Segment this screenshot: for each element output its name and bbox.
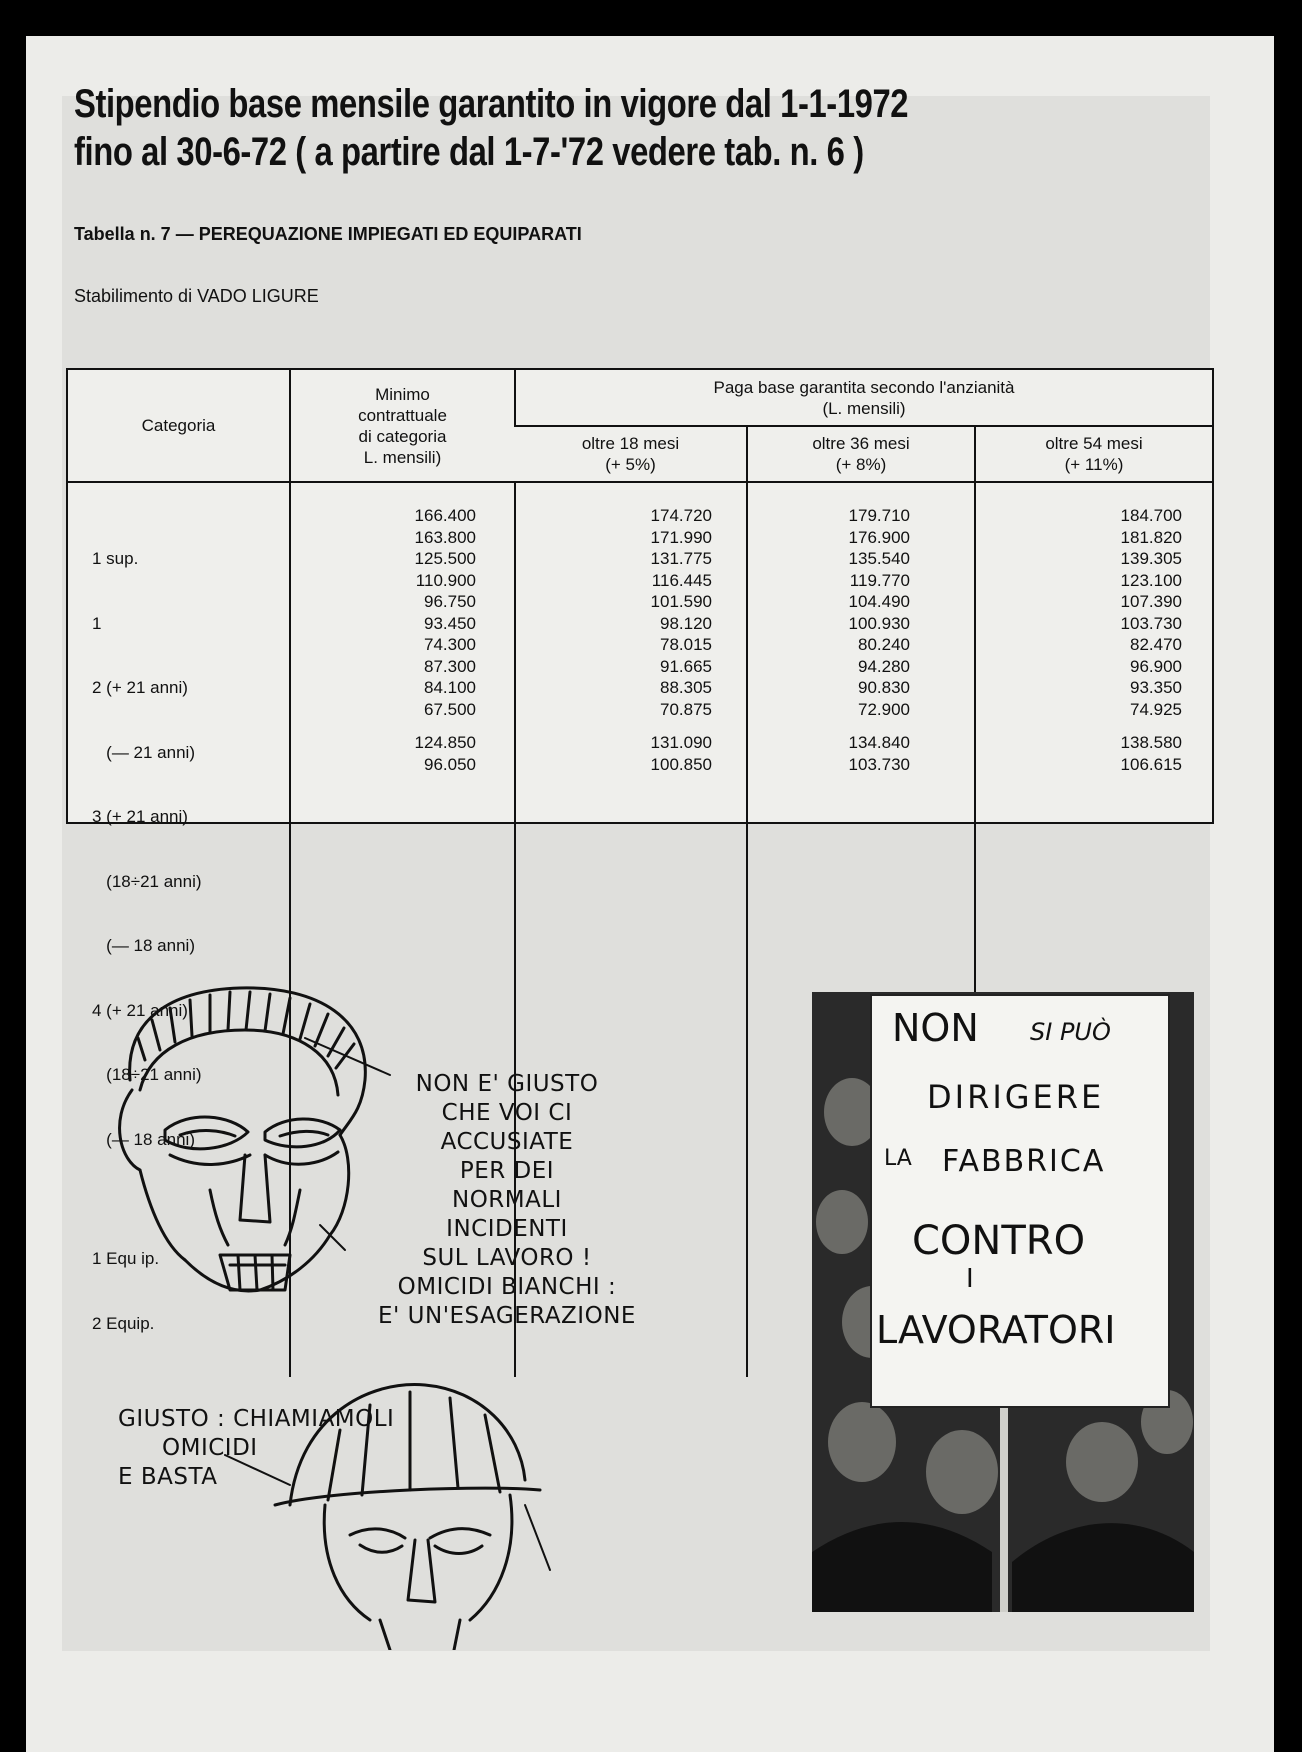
cell-oltre-54: 184.700	[1120, 506, 1182, 525]
boss-speech-line: NORMALI	[451, 1187, 562, 1213]
cell-categoria: 1 sup.	[92, 549, 139, 568]
cell-oltre-18: 174.720	[650, 506, 712, 525]
boss-speech-line: NON E' GIUSTO	[415, 1071, 599, 1097]
cell-minimo: 96.050	[424, 754, 476, 774]
worker-speech-line: OMICIDI	[162, 1435, 258, 1461]
cell-oltre-36: 135.540	[848, 549, 910, 568]
cell-oltre-36: 134.840	[848, 733, 910, 752]
cell-categoria: (— 18 anni)	[92, 936, 195, 955]
table-title-dash: —	[175, 224, 194, 244]
cell-oltre-36: 90.830	[858, 678, 910, 697]
sign-text-non: NON	[892, 1006, 979, 1050]
table-name: PEREQUAZIONE IMPIEGATI ED EQUIPARATI	[198, 224, 582, 244]
cell-categoria: (— 18 anni)	[92, 1129, 195, 1149]
header-minimo-line-4: L. mensili)	[363, 447, 442, 467]
sign-text-dirigere: DIRIGERE	[927, 1078, 1105, 1116]
header-minimo-line-1: Minimo	[375, 384, 430, 404]
header-oltre-36-line-2: (+ 8%)	[835, 455, 887, 474]
row-gap	[516, 720, 712, 732]
cell-categoria: (18÷21 anni)	[92, 1065, 202, 1084]
cell-minimo: 96.750	[424, 592, 476, 611]
table-number: Tabella n. 7	[74, 224, 171, 244]
cell-categoria: (18÷21 anni)	[92, 871, 202, 891]
cell-oltre-36: 80.240	[858, 635, 910, 654]
cell-oltre-36: 72.900	[858, 699, 910, 719]
cell-oltre-36: 103.730	[848, 754, 910, 774]
protest-sign	[870, 994, 1170, 1408]
boss-speech-line: CHE VOI CI	[441, 1100, 573, 1126]
header-oltre-18	[515, 426, 747, 482]
cell-oltre-18: 101.590	[650, 592, 712, 611]
header-oltre-36	[747, 426, 975, 482]
header-oltre-18-line-2: (+ 5%)	[605, 455, 656, 474]
plant-label: Stabilimento di VADO LIGURE	[74, 286, 319, 306]
header-oltre-18-line-1: oltre 18 mesi	[581, 434, 680, 453]
cell-oltre-18: 70.875	[660, 699, 712, 719]
header-minimo-line-2: contrattuale	[358, 405, 447, 425]
sign-text-si-puo: SI PUÒ	[1030, 1018, 1111, 1046]
headline-line-2: fino al 30-6-72 ( a partire dal 1-7-'72 vedere tab. n. 6 )	[74, 130, 864, 174]
sign-text-contro: CONTRO	[912, 1218, 1086, 1264]
cell-minimo: 163.800	[414, 527, 476, 547]
sign-text-lavoratori: LAVORATORI	[876, 1308, 1116, 1352]
cell-minimo: 84.100	[424, 678, 476, 697]
cell-oltre-18: 98.120	[660, 613, 712, 633]
cell-oltre-54: 93.350	[1130, 678, 1182, 697]
cell-oltre-54: 107.390	[1120, 592, 1182, 611]
header-oltre-36-line-1: oltre 36 mesi	[812, 434, 910, 453]
cell-categoria: 4 (+ 21 anni)	[92, 1000, 188, 1020]
cell-categoria: (— 21 anni)	[92, 742, 195, 762]
cell-oltre-54: 181.820	[1120, 527, 1182, 547]
cell-oltre-36: 100.930	[848, 613, 910, 633]
header-paga-line-1: Paga base garantita secondo l'anzianità	[713, 377, 1015, 397]
header-oltre-54	[975, 426, 1212, 482]
cell-oltre-54: 106.615	[1120, 754, 1182, 774]
cell-oltre-18: 88.305	[660, 678, 712, 697]
row-gap	[976, 720, 1182, 732]
cell-minimo: 124.850	[414, 733, 476, 752]
scan-top-border	[0, 0, 1302, 36]
cell-minimo: 74.300	[424, 635, 476, 654]
boss-speech-bubble	[378, 1070, 636, 1331]
cell-categoria: 1	[92, 613, 102, 633]
page-headline	[74, 80, 1099, 176]
cell-oltre-54: 82.470	[1130, 635, 1182, 654]
cell-oltre-18: 100.850	[650, 754, 712, 774]
cell-oltre-36: 179.710	[848, 506, 910, 525]
row-gap	[291, 720, 476, 732]
cell-oltre-54: 139.305	[1120, 549, 1182, 568]
headline-line-1: Stipendio base mensile garantito in vigore dal 1-1-1972	[74, 82, 909, 126]
cell-minimo: 125.500	[414, 549, 476, 568]
header-oltre-54-line-1: oltre 54 mesi	[1045, 434, 1143, 453]
boss-speech-line: INCIDENTI	[446, 1216, 568, 1242]
header-categoria: Categoria	[68, 370, 290, 482]
cell-oltre-18: 131.775	[650, 549, 712, 568]
boss-speech-line: OMICIDI BIANCHI :	[397, 1274, 617, 1300]
header-paga-base	[515, 370, 1212, 426]
header-oltre-54-line-2: (+ 11%)	[1064, 455, 1124, 474]
boss-speech-line: ACCUSIATE	[440, 1129, 574, 1155]
cell-categoria: 2 Equip.	[92, 1313, 155, 1333]
cell-categoria: 2 (+ 21 anni)	[92, 678, 188, 697]
worker-speech-bubble	[118, 1405, 394, 1492]
cell-oltre-36: 176.900	[848, 527, 910, 547]
cell-minimo: 93.450	[424, 613, 476, 633]
sign-text-i: I	[966, 1264, 974, 1294]
cell-oltre-54: 123.100	[1120, 570, 1182, 590]
worker-speech-line: E BASTA	[118, 1464, 218, 1490]
boss-head-drawing	[120, 988, 390, 1291]
cell-oltre-18: 116.445	[651, 570, 712, 590]
cell-categoria: 1 Equ ip.	[92, 1249, 160, 1268]
row-gap	[748, 720, 910, 732]
cell-oltre-54: 74.925	[1130, 699, 1182, 719]
boss-speech-line: E' UN'ESAGERAZIONE	[378, 1303, 636, 1329]
boss-speech-line: PER DEI	[459, 1158, 555, 1184]
cell-oltre-36: 119.770	[849, 570, 910, 590]
boss-speech-line: SUL LAVORO !	[422, 1245, 592, 1271]
cell-oltre-18: 91.665	[660, 656, 712, 676]
worker-speech-line: GIUSTO : CHIAMIAMOLI	[118, 1406, 395, 1432]
header-minimo	[290, 370, 515, 482]
cell-categoria: 3 (+ 21 anni)	[92, 807, 188, 826]
cell-minimo: 166.400	[414, 506, 476, 525]
header-paga-line-2: (L. mensili)	[822, 398, 906, 418]
cell-oltre-54: 103.730	[1120, 613, 1182, 633]
sign-text-fabbrica: FABBRICA	[942, 1144, 1106, 1179]
cell-oltre-36: 104.490	[848, 592, 910, 611]
sign-text-la: LA	[884, 1146, 912, 1171]
cell-oltre-18: 78.015	[660, 635, 712, 654]
cell-oltre-54: 138.580	[1120, 733, 1182, 752]
cell-oltre-18: 171.990	[650, 527, 712, 547]
cell-oltre-54: 96.900	[1130, 656, 1182, 676]
header-minimo-line-3: di categoria	[358, 426, 447, 446]
cell-oltre-36: 94.280	[858, 656, 910, 676]
cell-minimo: 87.300	[424, 656, 476, 676]
cell-minimo: 67.500	[424, 699, 476, 719]
table-title	[74, 224, 582, 245]
cell-minimo: 110.900	[415, 570, 476, 590]
cell-oltre-18: 131.090	[650, 733, 712, 752]
